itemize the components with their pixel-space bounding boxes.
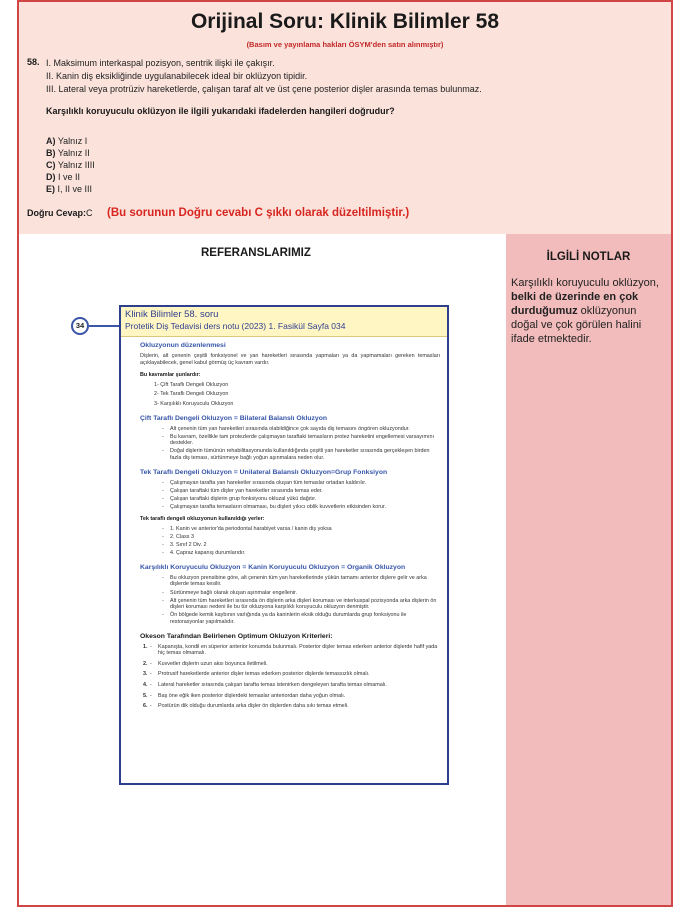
notes-text: [511, 276, 666, 346]
uses-list: [140, 526, 440, 557]
option-letter: D): [46, 172, 56, 182]
option-letter: E): [46, 184, 55, 194]
copyright-note: (Basım ve yayınlama hakları ÖSYM'den satın alınmıştır): [246, 40, 444, 49]
doc-heading: Çift Taraflı Dengeli Okluzyon = Bilateral Balanslı Okluzyon: [140, 414, 328, 422]
criteria-text: Protrusif hareketlerde anterior dişler temas ederken posterior dişlerde temassızlık olmalı.: [158, 671, 370, 678]
option-text: Yalnız II: [57, 148, 90, 158]
list-item: - Çalışmayan tarafta temasların olmaması, bu dişleri yıkıcı oblik kuvvetlerin etkisinden korur.: [170, 504, 440, 511]
question-prompt: Karşılıklı koruyuculu oklüzyon ile ilgili yukarıdaki ifadelerden hangileri doğrudur?: [46, 106, 395, 116]
criteria-text: Baş öne eğik iken posterior dişlerdeki temaslar anteriordan daha yoğun olmalı.: [158, 692, 346, 699]
question-title: Orijinal Soru: Klinik Bilimler 58: [190, 10, 500, 33]
criteria-text: Lateral hareketler sırasında çalışan tarafta temas istenirken dengeleyen tarafta temas olmamalı.: [158, 681, 387, 688]
doc-paragraph: Dişlerin, alt çenenin çeşitli fonksiyonel ve yan hareketleri sırasında yapmaları ya da yapmamaları gereken temasları açıklayabilecek, genel kabul görmüş üç kavram vardır.: [140, 353, 440, 366]
reference-header: [121, 307, 447, 337]
page-frame: [17, 0, 673, 907]
answer-options: [46, 135, 95, 195]
list-item: [143, 671, 440, 678]
doc-heading: Okeson Tarafından Belirlenen Optimum Okluzyon Kriterleri:: [140, 632, 333, 640]
list-item: - Çalışan taraftaki dişlerin grup fonksiyonu okluzal yükü dağıtır.: [170, 496, 440, 503]
option-text: I ve II: [58, 172, 81, 182]
notes-text-bold: belki de üzerinde en çok durduğumuz: [511, 291, 639, 317]
option-c: [46, 159, 95, 171]
criteria-number: - 4.: [143, 681, 148, 688]
list-item: [143, 660, 440, 668]
correct-answer: [27, 208, 93, 218]
option-a: [46, 135, 95, 147]
statement-3: III. Lateral veya protrüziv hareketlerde, çalışan taraf alt ve üst çene posterior dişler arasında temas bulunmaz.: [46, 84, 482, 94]
list-item: - 3. Sınıf 2 Div. 2: [170, 542, 440, 549]
doc-subheading: Tek taraflı dengeli okluzyonun kullanıldığı yerler:: [140, 516, 265, 523]
doc-heading: Karşılıklı Koruyuculu Okluzyon = Kanin Koruyuculu Okluzyon = Organik Okluzyon: [140, 563, 406, 571]
notes-title: İLGİLİ NOTLAR: [546, 251, 631, 263]
option-letter: A): [46, 136, 56, 146]
list-item: 1- Çift Taraflı Dengeli Okluzyon: [154, 381, 229, 388]
reference-line-2: Protetik Diş Tedavisi ders notu (2023) 1. Fasikül Sayfa 034: [125, 321, 346, 331]
criteria-list: [140, 644, 440, 710]
option-letter: B): [46, 148, 56, 158]
list-item: 3- Karşılıklı Koruyuculu Okluzyon: [154, 400, 234, 407]
list-item: - Alt çenenin tüm yan hareketleri sırasında olabildiğince çok sayıda diş temasını öngören okluzyondur.: [170, 426, 440, 433]
list-item: 2- Tek Taraflı Dengeli Okluzyon: [154, 391, 229, 398]
unilateral-list: [140, 480, 440, 511]
option-letter: C): [46, 160, 56, 170]
list-item: [143, 643, 440, 657]
statement-1: I. Maksimum interkaspal pozisyon, sentrik ilişki ile çakışır.: [46, 58, 275, 68]
list-item: - Çalışmayan tarafta yan hareketler sırasında oluşan tüm temaslar ortadan kaldırılır.: [170, 480, 440, 487]
doc-subheading: Bu kavramlar şunlardır:: [140, 372, 201, 379]
list-item: - 2. Class 3: [170, 534, 440, 541]
list-item: - Alt çenenin tüm hareketleri sırasında ön dişlerin arka dişleri koruması ve interkuspal pozisyonda arka dişlerin ön dişleri koruması nedeni ile bu tür okluzyona karşılıklı koruyuculu okluzyon denmiştir.: [170, 598, 440, 611]
notes-text-after: oklüzyonun doğal ve çok görülen halini ifade etmektedir.: [511, 305, 642, 345]
criteria-number: - 2.: [143, 660, 148, 667]
list-item: - Bu kavram, özellikle tam protezlerde çalışmayan taraftaki temasların protez hareketini engellemesi varsayımını destekler.: [170, 434, 440, 447]
question-panel: [19, 2, 671, 234]
doc-heading: Okluzyonun düzenlenmesi: [140, 342, 226, 349]
answer-correction-note: (Bu sorunun Doğru cevabı C şıkkı olarak düzeltilmiştir.): [107, 207, 410, 219]
list-item: - 4. Çapraz kapanış durumlarıdır.: [170, 550, 440, 557]
reference-document: [140, 342, 440, 714]
option-text: Yalnız IIII: [57, 160, 95, 170]
criteria-text: Postürün dik olduğu durumlarda arka dişler ön dişlerden daha sıkı temas etmeli.: [158, 703, 349, 710]
list-item: - Ön bölgede kemik kaybının varlığında ya da kaninlerin eksik olduğu durumlarda grup fonksiyonu ile restorasyonlar yapılmalıdır.: [170, 612, 440, 625]
option-text: I, II ve III: [57, 184, 93, 194]
criteria-number: - 1.: [143, 643, 148, 650]
list-item: - Doğal dişlerin tümünün rehabilitasyonunda kullanıldığında çeşitli yan hareketler sırasında gerçekleşen birden fazla diş teması, sürtünmeye bağlı yoğun aşınmalara neden olur.: [170, 448, 440, 461]
criteria-number: - 3.: [143, 671, 148, 678]
list-item: [143, 692, 440, 700]
option-d: [46, 171, 95, 183]
references-title: REFERANSLARIMIZ: [201, 247, 311, 259]
list-item: - Çalışan taraftaki tüm dişler yan hareketler sırasında temas eder.: [170, 488, 440, 495]
criteria-number: - 6.: [143, 703, 148, 710]
reference-connector: [89, 325, 119, 327]
reference-line-1: Klinik Bilimler 58. soru: [125, 309, 219, 320]
statement-2: II. Kanin diş eksikliğinde uygulanabilecek ideal bir oklüzyon tipidir.: [46, 71, 308, 81]
mutual-list: [140, 575, 440, 626]
list-item: - 1. Kanin ve anterior'da periodontal harabiyet varsa / kanin diş yoksa: [170, 526, 440, 533]
list-item: - Sürtünmeye bağlı olarak oluşan aşınmalar engellenir.: [170, 590, 440, 597]
concepts-list: [140, 382, 440, 408]
question-statements: [46, 57, 482, 96]
criteria-text: Kuvvetler dişlerin uzun aksı boyunca iletilmeli.: [158, 660, 268, 667]
option-b: [46, 147, 95, 159]
notes-text-before: Karşılıklı koruyuculu oklüzyon,: [511, 277, 659, 289]
criteria-number: - 5.: [143, 692, 148, 699]
option-e: [46, 183, 95, 195]
reference-number-badge: 34: [71, 317, 89, 335]
list-item: - Bu okluzyon prensibine göre, alt çenenin tüm yan hareketlerinde yükün tamamı anterior dişlere gelir ve arka dişlerde temas kesilir.: [170, 575, 440, 588]
option-text: Yalnız I: [57, 136, 88, 146]
answer-label: Doğru Cevap:: [27, 208, 87, 218]
doc-heading: Tek Taraflı Dengeli Okluzyon = Unilateral Balanslı Okluzyon=Grup Fonksiyon: [140, 468, 388, 476]
question-number: 58.: [27, 57, 40, 67]
answer-letter: C: [86, 208, 93, 218]
criteria-text: Kapanışta, kondil en süperior anterior konumda bulunmalı. Posterior dişler temas ederken anterior dişlerde hafif yada hiç temas olmamalı.: [158, 643, 438, 657]
notes-panel: [506, 234, 671, 905]
bilateral-list: [140, 426, 440, 462]
list-item: [143, 681, 440, 689]
list-item: [143, 703, 440, 710]
